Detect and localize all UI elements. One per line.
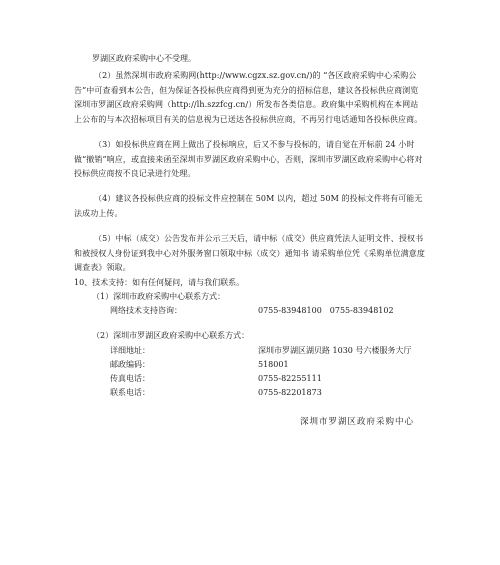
item-10-tech-support: 10、技术支持：如有任何疑问，请与我们联系。 xyxy=(74,278,245,287)
paragraph-5: （5）中标（成交）公告发布并公示三天后，请中标（成交）供应商凭法人证明文件、授权书和被授权人身份证到我中心对外服务窗口领取中标（成交）通知书 请采购单位凭《采购单位满意度调查表》领取。 xyxy=(74,234,425,272)
paragraph-4: （4）建议各投标供应商的投标文件应控制在 50M 以内，超过 50M 的投标文件将有可能无法成功上传。 xyxy=(74,194,423,218)
address-label: 详细地址： xyxy=(110,346,150,355)
signature: 深圳市罗湖区政府采购中心 xyxy=(300,417,415,427)
fax-label: 传真电话： xyxy=(110,374,150,383)
paragraph-3: （3）如投标供应商在网上做出了投标响应，后又不参与投标的，请自觉在开标前 24 小时做“撤销”响应，或直接来函至深圳市罗湖区政府采购中心，否则，深圳市罗湖区政府采购中心将对投标供应商按不良记录进行处理。 xyxy=(74,140,423,178)
phone-label: 联系电话： xyxy=(110,388,150,397)
phone-value: 0755-82201873 xyxy=(258,388,322,397)
contact-1-title: （1）深圳市政府采购中心联系方式： xyxy=(92,292,226,301)
fax-value: 0755-82255111 xyxy=(258,374,322,383)
paragraph-continuation: 罗湖区政府采购中心不受理。 xyxy=(92,54,196,63)
paragraph-2: （2）虽然深圳市政府采购网(http://www.cgzx.sz.gov.cn/)的 “各区政府采购中心采购公告”中可查看到本公告，但为保证各投标供应商得到更为充分的招标信息，建议各投标供应商浏览深圳市罗湖区政府采购网（http://lh.szzfcg.cn/）所发布各类信息。政府集中采购机构在本网站上公布的与本次招标项目有关的信息视为已送达各投标供应商，不再另行电话通知各投标供应商。 xyxy=(74,71,423,124)
contact-1-value: 0755-83948100 0755-83948102 xyxy=(258,306,394,315)
address-value: 深圳市罗湖区湖贝路 1030 号六楼服务大厅 xyxy=(258,346,412,355)
contact-1-label: 网络技术支持咨询： xyxy=(110,306,182,315)
contact-2-title: （2）深圳市罗湖区政府采购中心联系方式： xyxy=(92,331,250,340)
zip-label: 邮政编码： xyxy=(110,360,150,369)
zip-value: 518001 xyxy=(258,360,289,369)
